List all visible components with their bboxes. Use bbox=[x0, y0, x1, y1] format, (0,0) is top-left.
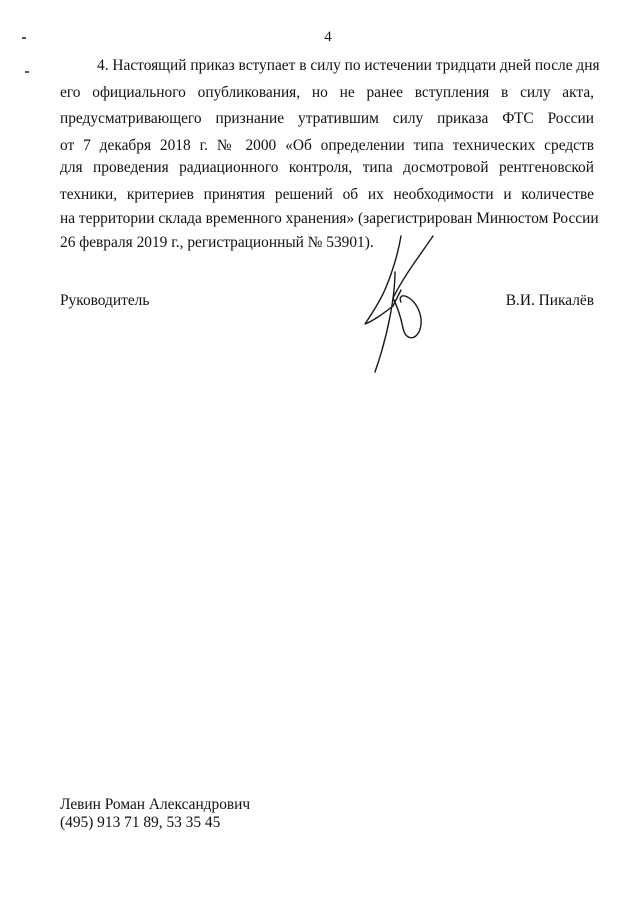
body-line: предусматривающего признание утратившим силу приказа ФТС России bbox=[60, 110, 594, 127]
handwritten-signature bbox=[355, 232, 445, 377]
body-line: для проведения радиационного контроля, типа досмотровой рентгеновской bbox=[60, 159, 594, 176]
page-number: 4 bbox=[324, 29, 332, 45]
signatory-name: В.И. Пикалёв bbox=[505, 292, 594, 309]
scan-mark-top bbox=[22, 37, 26, 39]
body-line: на территории склада временного хранения» (зарегистрирован Минюстом России bbox=[60, 210, 599, 227]
body-line: 26 февраля 2019 г., регистрационный № 53901). bbox=[60, 234, 374, 251]
scan-mark-bottom bbox=[25, 71, 29, 73]
body-line: от 7 декабря 2018 г. № 2000 «Об определении типа технических средств bbox=[60, 137, 594, 154]
body-line: техники, критериев принятия решений об их необходимости и количестве bbox=[60, 186, 594, 203]
signatory-role: Руководитель bbox=[60, 292, 150, 309]
body-line: его официального опубликования, но не ранее вступления в силу акта, bbox=[60, 84, 594, 101]
contact-phones: (495) 913 71 89, 53 35 45 bbox=[60, 814, 221, 831]
contact-name: Левин Роман Александрович bbox=[60, 796, 251, 813]
body-line: 4. Настоящий приказ вступает в силу по истечении тридцати дней после дня bbox=[97, 57, 600, 74]
